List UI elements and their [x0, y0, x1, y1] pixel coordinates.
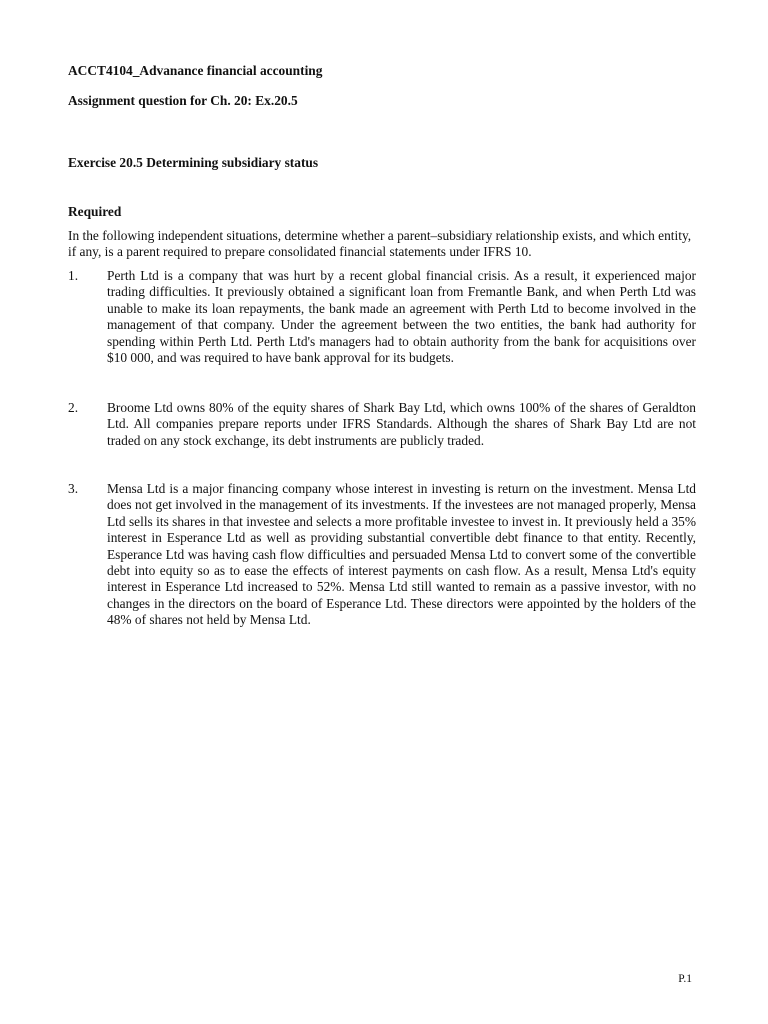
intro-paragraph: In the following independent situations, determine whether a parent–subsidiary relationship exists, and which entity, if any, is a parent required to prepare consolidated financial statements under IFRS 10. [68, 228, 692, 260]
exercise-title: Exercise 20.5 Determining subsidiary status [68, 155, 319, 170]
page-number: P.1 [678, 973, 692, 985]
list-item [68, 268, 696, 366]
assignment-title: Assignment question for Ch. 20: Ex.20.5 [68, 93, 298, 108]
course-title: ACCT4104_Advanance financial accounting [68, 63, 323, 78]
list-item-number: 1. [68, 268, 79, 283]
list-item-number: 2. [68, 400, 79, 415]
required-label: Required [68, 204, 122, 219]
list-item [68, 481, 696, 629]
list-item-text: Mensa Ltd is a major financing company whose interest in investing is return on the investment. Mensa Ltd does not get involved in the management of its investments. If the investees are not managed properly, Mensa Ltd sells its shares in that investee and selects a more profitable investee to invest in. It previously held a 35% interest in Esperance Ltd as well as providing substantial convertible debt finance to that entity. Recently, Esperance Ltd was having cash flow difficulties and persuaded Mensa Ltd to convert some of the convertible debt into equity so as to ease the effects of interest payments on cash flow. As a result, Mensa Ltd's equity interest in Esperance Ltd increased to 52%. Mensa Ltd still wanted to remain as a passive investor, with no changes in the directors on the board of Esperance Ltd. These directors were appointed by the holders of the 48% of shares not held by Mensa Ltd. [107, 481, 696, 628]
list-item-number: 3. [68, 481, 79, 496]
list-item-text: Broome Ltd owns 80% of the equity shares of Shark Bay Ltd, which owns 100% of the shares of Geraldton Ltd. All companies prepare reports under IFRS Standards. Although the shares of Shark Bay Ltd are not traded on any stock exchange, its debt instruments are publicly traded. [107, 400, 696, 448]
list-item [68, 400, 696, 449]
list-item-text: Perth Ltd is a company that was hurt by a recent global financial crisis. As a result, it experienced major trading difficulties. It previously obtained a significant loan from Fremantle Bank, and when Perth Ltd was unable to make its loan repayments, the bank made an agreement with Perth Ltd to become involved in the management of that company. Under the agreement between the two entities, the bank had authority for spending within Perth Ltd. Perth Ltd's managers had to obtain authority from the bank for acquisitions over $10 000, and was required to have bank approval for its budgets. [107, 268, 696, 366]
